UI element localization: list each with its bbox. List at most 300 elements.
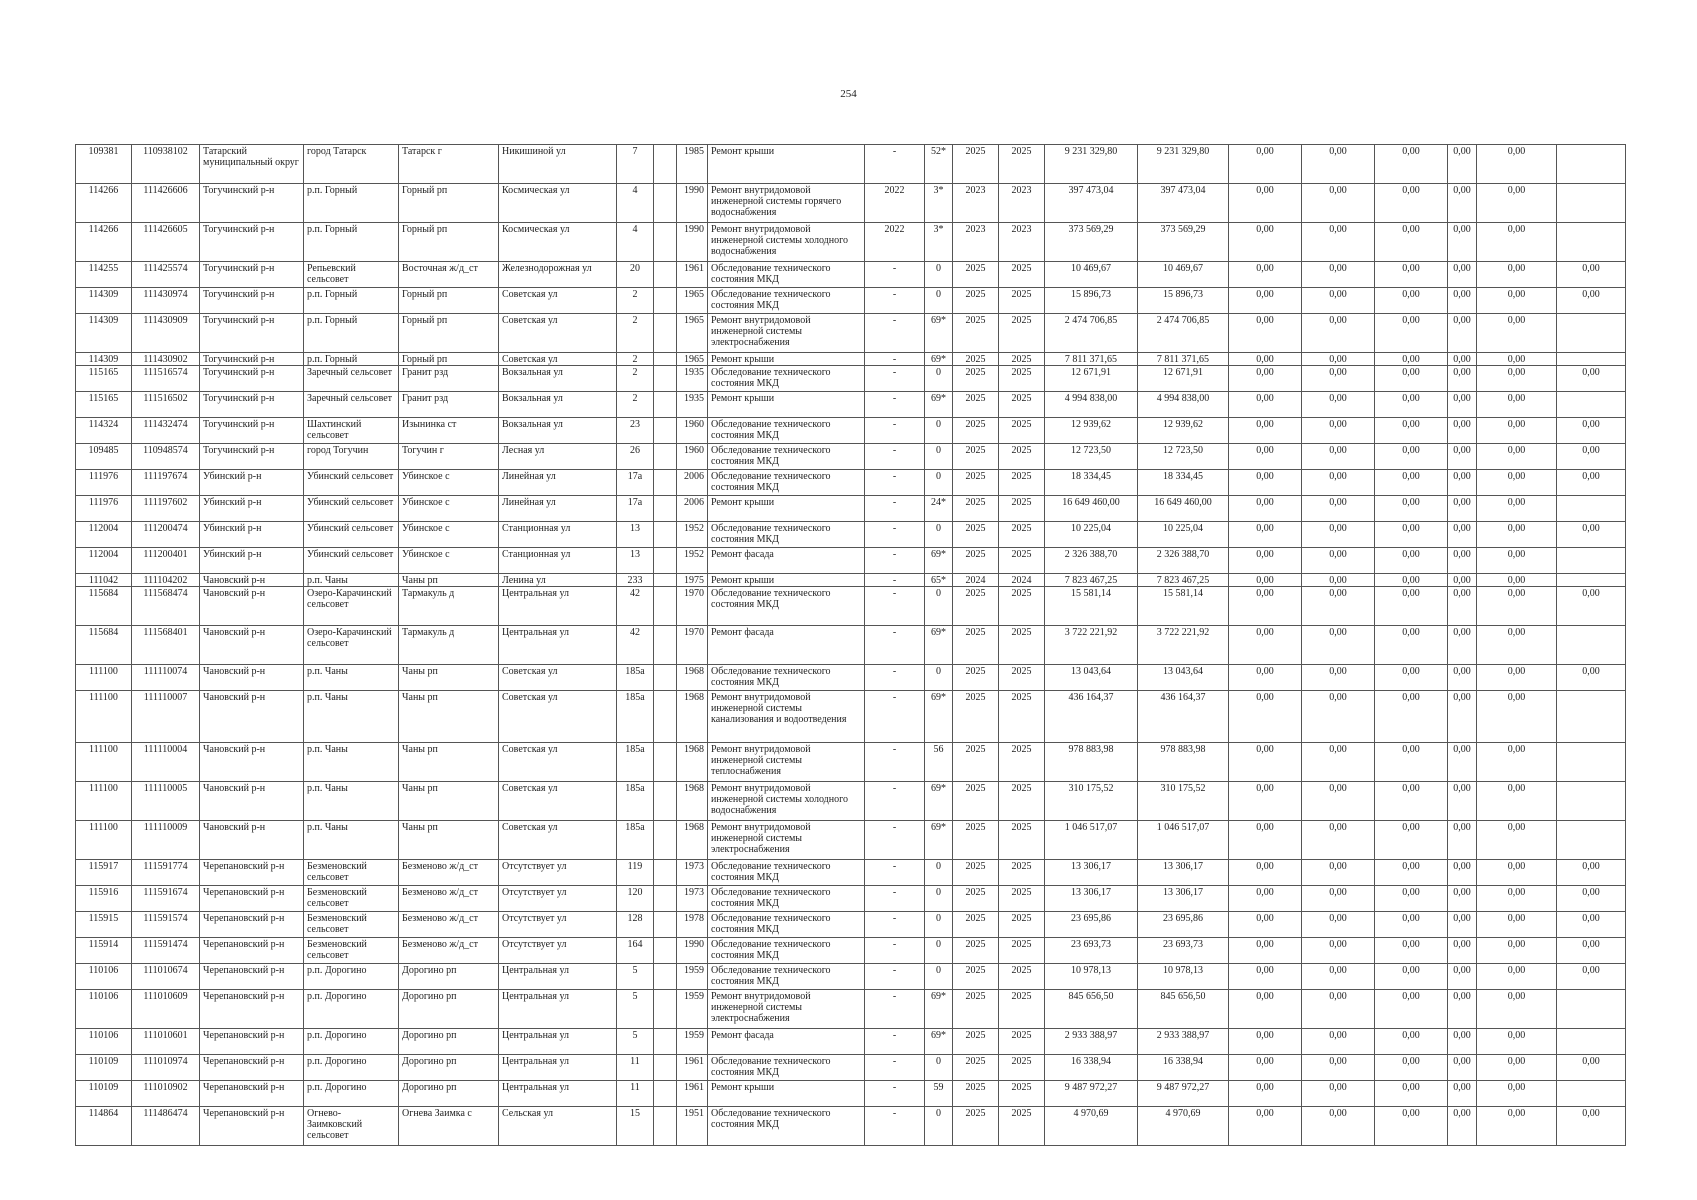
year-end-cell: 2025 <box>999 626 1045 665</box>
house-id-cell: 111042 <box>76 574 132 587</box>
cost-c1-cell: 0,00 <box>1229 184 1302 223</box>
locality-cell: Дорогино рп <box>399 1029 499 1055</box>
cost-fund-cell: 18 334,45 <box>1138 470 1229 496</box>
work-type-cell: Обследование технического состояния МКД <box>708 860 865 886</box>
settlement-cell: р.п. Чаны <box>304 743 399 782</box>
building-cell <box>654 665 677 691</box>
locality-cell: Дорогино рп <box>399 990 499 1029</box>
year-built-cell: 2006 <box>677 470 708 496</box>
settlement-cell: Огнево-Заимковский сельсовет <box>304 1107 399 1146</box>
cost-c3-cell: 0,00 <box>1375 548 1448 574</box>
table-row <box>76 145 1626 184</box>
house-number-cell: 20 <box>617 262 654 288</box>
cost-c6-cell <box>1557 353 1626 366</box>
cost-c6-cell <box>1557 782 1626 821</box>
table-row <box>76 314 1626 353</box>
cost-c5-cell: 0,00 <box>1477 1081 1557 1107</box>
cost-c3-cell: 0,00 <box>1375 1055 1448 1081</box>
work-type-cell: Ремонт крыши <box>708 353 865 366</box>
house-number-cell: 42 <box>617 587 654 626</box>
wear-cell: 0 <box>925 665 953 691</box>
cost-c2-cell: 0,00 <box>1302 223 1375 262</box>
settlement-cell: р.п. Дорогино <box>304 1055 399 1081</box>
table-row <box>76 470 1626 496</box>
work-type-cell: Ремонт внутридомовой инженерной системы горячего водоснабжения <box>708 184 865 223</box>
object-id-cell: 111591674 <box>132 886 200 912</box>
cost-fund-cell: 12 671,91 <box>1138 366 1229 392</box>
wear-cell: 69* <box>925 990 953 1029</box>
house-number-cell: 13 <box>617 522 654 548</box>
wear-cell: 69* <box>925 548 953 574</box>
year-prev-cell: - <box>865 821 925 860</box>
cost-c2-cell: 0,00 <box>1302 782 1375 821</box>
cost-c1-cell: 0,00 <box>1229 990 1302 1029</box>
year-start-cell: 2023 <box>953 184 999 223</box>
municipality-cell: Чановский р-н <box>200 691 304 743</box>
wear-cell: 0 <box>925 522 953 548</box>
house-id-cell: 110106 <box>76 990 132 1029</box>
year-prev-cell: - <box>865 353 925 366</box>
cost-c1-cell: 0,00 <box>1229 262 1302 288</box>
year-prev-cell: - <box>865 938 925 964</box>
cost-c6-cell <box>1557 314 1626 353</box>
year-prev-cell: - <box>865 574 925 587</box>
year-built-cell: 1975 <box>677 574 708 587</box>
house-id-cell: 109381 <box>76 145 132 184</box>
house-id-cell: 114266 <box>76 223 132 262</box>
house-id-cell: 115917 <box>76 860 132 886</box>
cost-c5-cell: 0,00 <box>1477 990 1557 1029</box>
cost-fund-cell: 4 994 838,00 <box>1138 392 1229 418</box>
year-start-cell: 2025 <box>953 392 999 418</box>
year-start-cell: 2025 <box>953 288 999 314</box>
cost-total-cell: 23 693,73 <box>1045 938 1138 964</box>
house-id-cell: 111100 <box>76 691 132 743</box>
year-start-cell: 2025 <box>953 743 999 782</box>
cost-total-cell: 436 164,37 <box>1045 691 1138 743</box>
house-id-cell: 114309 <box>76 288 132 314</box>
object-id-cell: 111110007 <box>132 691 200 743</box>
locality-cell: Гранит рзд <box>399 366 499 392</box>
street-cell: Советская ул <box>499 821 617 860</box>
cost-c2-cell: 0,00 <box>1302 665 1375 691</box>
municipality-cell: Чановский р-н <box>200 665 304 691</box>
building-cell <box>654 1081 677 1107</box>
house-number-cell: 164 <box>617 938 654 964</box>
settlement-cell: Убинский сельсовет <box>304 470 399 496</box>
cost-fund-cell: 13 306,17 <box>1138 886 1229 912</box>
cost-c6-cell: 0,00 <box>1557 912 1626 938</box>
table-row <box>76 1081 1626 1107</box>
locality-cell: Убинское с <box>399 470 499 496</box>
object-id-cell: 111516574 <box>132 366 200 392</box>
object-id-cell: 110948574 <box>132 444 200 470</box>
cost-c6-cell <box>1557 145 1626 184</box>
settlement-cell: р.п. Дорогино <box>304 1081 399 1107</box>
year-built-cell: 1961 <box>677 1081 708 1107</box>
cost-c1-cell: 0,00 <box>1229 1107 1302 1146</box>
cost-c2-cell: 0,00 <box>1302 1055 1375 1081</box>
wear-cell: 0 <box>925 860 953 886</box>
year-built-cell: 1960 <box>677 418 708 444</box>
object-id-cell: 111010902 <box>132 1081 200 1107</box>
cost-c6-cell <box>1557 223 1626 262</box>
house-number-cell: 2 <box>617 288 654 314</box>
cost-fund-cell: 310 175,52 <box>1138 782 1229 821</box>
year-prev-cell: - <box>865 587 925 626</box>
building-cell <box>654 782 677 821</box>
cost-c6-cell: 0,00 <box>1557 665 1626 691</box>
cost-c3-cell: 0,00 <box>1375 990 1448 1029</box>
locality-cell: Чаны рп <box>399 691 499 743</box>
year-built-cell: 1959 <box>677 964 708 990</box>
year-prev-cell: - <box>865 522 925 548</box>
settlement-cell: р.п. Чаны <box>304 782 399 821</box>
object-id-cell: 111110004 <box>132 743 200 782</box>
house-id-cell: 111100 <box>76 665 132 691</box>
cost-total-cell: 845 656,50 <box>1045 990 1138 1029</box>
settlement-cell: р.п. Чаны <box>304 665 399 691</box>
cost-fund-cell: 1 046 517,07 <box>1138 821 1229 860</box>
building-cell <box>654 145 677 184</box>
year-start-cell: 2025 <box>953 1055 999 1081</box>
house-id-cell: 111100 <box>76 743 132 782</box>
house-id-cell: 111100 <box>76 821 132 860</box>
cost-c4-cell: 0,00 <box>1448 860 1477 886</box>
cost-total-cell: 9 487 972,27 <box>1045 1081 1138 1107</box>
year-end-cell: 2025 <box>999 821 1045 860</box>
year-built-cell: 1990 <box>677 223 708 262</box>
building-cell <box>654 288 677 314</box>
house-number-cell: 11 <box>617 1081 654 1107</box>
year-end-cell: 2025 <box>999 665 1045 691</box>
municipality-cell: Чановский р-н <box>200 574 304 587</box>
object-id-cell: 111197602 <box>132 496 200 522</box>
building-cell <box>654 691 677 743</box>
locality-cell: Огнева Заимка с <box>399 1107 499 1146</box>
cost-fund-cell: 436 164,37 <box>1138 691 1229 743</box>
cost-c5-cell: 0,00 <box>1477 743 1557 782</box>
work-type-cell: Обследование технического состояния МКД <box>708 665 865 691</box>
year-end-cell: 2025 <box>999 743 1045 782</box>
house-number-cell: 185а <box>617 743 654 782</box>
cost-fund-cell: 845 656,50 <box>1138 990 1229 1029</box>
work-type-cell: Ремонт фасада <box>708 626 865 665</box>
cost-c5-cell: 0,00 <box>1477 886 1557 912</box>
cost-c4-cell: 0,00 <box>1448 353 1477 366</box>
cost-c6-cell <box>1557 1029 1626 1055</box>
work-type-cell: Обследование технического состояния МКД <box>708 470 865 496</box>
street-cell: Центральная ул <box>499 1081 617 1107</box>
year-start-cell: 2025 <box>953 496 999 522</box>
building-cell <box>654 964 677 990</box>
object-id-cell: 111200401 <box>132 548 200 574</box>
settlement-cell: Репьевский сельсовет <box>304 262 399 288</box>
table-row <box>76 522 1626 548</box>
cost-c6-cell <box>1557 626 1626 665</box>
settlement-cell: р.п. Дорогино <box>304 964 399 990</box>
street-cell: Советская ул <box>499 353 617 366</box>
building-cell <box>654 444 677 470</box>
year-prev-cell: - <box>865 665 925 691</box>
cost-c5-cell: 0,00 <box>1477 938 1557 964</box>
cost-fund-cell: 10 225,04 <box>1138 522 1229 548</box>
house-number-cell: 185а <box>617 782 654 821</box>
object-id-cell: 111486474 <box>132 1107 200 1146</box>
municipality-cell: Тогучинский р-н <box>200 444 304 470</box>
year-end-cell: 2025 <box>999 1029 1045 1055</box>
cost-total-cell: 978 883,98 <box>1045 743 1138 782</box>
cost-total-cell: 10 978,13 <box>1045 964 1138 990</box>
cost-fund-cell: 16 649 460,00 <box>1138 496 1229 522</box>
wear-cell: 0 <box>925 1107 953 1146</box>
house-id-cell: 114864 <box>76 1107 132 1146</box>
cost-c1-cell: 0,00 <box>1229 223 1302 262</box>
year-end-cell: 2025 <box>999 886 1045 912</box>
year-end-cell: 2025 <box>999 860 1045 886</box>
wear-cell: 0 <box>925 886 953 912</box>
object-id-cell: 111430974 <box>132 288 200 314</box>
work-type-cell: Обследование технического состояния МКД <box>708 938 865 964</box>
wear-cell: 69* <box>925 821 953 860</box>
cost-c4-cell: 0,00 <box>1448 743 1477 782</box>
building-cell <box>654 470 677 496</box>
cost-c2-cell: 0,00 <box>1302 145 1375 184</box>
street-cell: Советская ул <box>499 782 617 821</box>
cost-c5-cell: 0,00 <box>1477 1107 1557 1146</box>
object-id-cell: 111516502 <box>132 392 200 418</box>
object-id-cell: 111432474 <box>132 418 200 444</box>
cost-fund-cell: 7 811 371,65 <box>1138 353 1229 366</box>
building-cell <box>654 522 677 548</box>
cost-c4-cell: 0,00 <box>1448 262 1477 288</box>
cost-c6-cell: 0,00 <box>1557 1055 1626 1081</box>
cost-total-cell: 3 722 221,92 <box>1045 626 1138 665</box>
cost-c3-cell: 0,00 <box>1375 470 1448 496</box>
cost-fund-cell: 15 896,73 <box>1138 288 1229 314</box>
work-type-cell: Ремонт внутридомовой инженерной системы холодного водоснабжения <box>708 223 865 262</box>
cost-c3-cell: 0,00 <box>1375 665 1448 691</box>
locality-cell: Дорогино рп <box>399 964 499 990</box>
year-built-cell: 1961 <box>677 262 708 288</box>
year-start-cell: 2025 <box>953 938 999 964</box>
year-built-cell: 1935 <box>677 366 708 392</box>
cost-c1-cell: 0,00 <box>1229 886 1302 912</box>
municipality-cell: Тогучинский р-н <box>200 353 304 366</box>
cost-c5-cell: 0,00 <box>1477 548 1557 574</box>
street-cell: Советская ул <box>499 665 617 691</box>
cost-total-cell: 9 231 329,80 <box>1045 145 1138 184</box>
house-number-cell: 2 <box>617 366 654 392</box>
cost-c3-cell: 0,00 <box>1375 262 1448 288</box>
building-cell <box>654 574 677 587</box>
table-row <box>76 886 1626 912</box>
year-end-cell: 2025 <box>999 1055 1045 1081</box>
year-start-cell: 2025 <box>953 1029 999 1055</box>
cost-c4-cell: 0,00 <box>1448 821 1477 860</box>
year-start-cell: 2025 <box>953 990 999 1029</box>
year-prev-cell: - <box>865 691 925 743</box>
year-prev-cell: - <box>865 288 925 314</box>
settlement-cell: Заречный сельсовет <box>304 366 399 392</box>
year-start-cell: 2025 <box>953 782 999 821</box>
house-id-cell: 111976 <box>76 496 132 522</box>
work-type-cell: Ремонт крыши <box>708 496 865 522</box>
year-start-cell: 2025 <box>953 145 999 184</box>
house-number-cell: 5 <box>617 1029 654 1055</box>
cost-c4-cell: 0,00 <box>1448 990 1477 1029</box>
wear-cell: 59 <box>925 1081 953 1107</box>
cost-total-cell: 15 896,73 <box>1045 288 1138 314</box>
cost-c6-cell: 0,00 <box>1557 288 1626 314</box>
building-cell <box>654 938 677 964</box>
locality-cell: Чаны рп <box>399 574 499 587</box>
cost-fund-cell: 9 487 972,27 <box>1138 1081 1229 1107</box>
year-prev-cell: - <box>865 548 925 574</box>
work-type-cell: Обследование технического состояния МКД <box>708 1055 865 1081</box>
cost-c3-cell: 0,00 <box>1375 353 1448 366</box>
cost-c3-cell: 0,00 <box>1375 496 1448 522</box>
street-cell: Станционная ул <box>499 548 617 574</box>
year-prev-cell: - <box>865 496 925 522</box>
wear-cell: 0 <box>925 418 953 444</box>
house-id-cell: 111976 <box>76 470 132 496</box>
cost-c6-cell <box>1557 574 1626 587</box>
object-id-cell: 111010674 <box>132 964 200 990</box>
cost-total-cell: 2 474 706,85 <box>1045 314 1138 353</box>
year-end-cell: 2025 <box>999 1107 1045 1146</box>
cost-c2-cell: 0,00 <box>1302 522 1375 548</box>
cost-c1-cell: 0,00 <box>1229 418 1302 444</box>
house-number-cell: 42 <box>617 626 654 665</box>
table-row <box>76 418 1626 444</box>
year-prev-cell: - <box>865 1107 925 1146</box>
cost-c3-cell: 0,00 <box>1375 938 1448 964</box>
house-number-cell: 17а <box>617 496 654 522</box>
cost-total-cell: 16 338,94 <box>1045 1055 1138 1081</box>
cost-c4-cell: 0,00 <box>1448 782 1477 821</box>
cost-c4-cell: 0,00 <box>1448 418 1477 444</box>
year-built-cell: 1961 <box>677 1055 708 1081</box>
building-cell <box>654 366 677 392</box>
locality-cell: Безменово ж/д_ст <box>399 886 499 912</box>
street-cell: Отсутствует ул <box>499 860 617 886</box>
street-cell: Советская ул <box>499 314 617 353</box>
municipality-cell: Татарский муниципальный округ <box>200 145 304 184</box>
cost-c5-cell: 0,00 <box>1477 782 1557 821</box>
year-end-cell: 2025 <box>999 145 1045 184</box>
cost-c1-cell: 0,00 <box>1229 938 1302 964</box>
work-type-cell: Обследование технического состояния МКД <box>708 912 865 938</box>
cost-total-cell: 23 695,86 <box>1045 912 1138 938</box>
house-id-cell: 112004 <box>76 548 132 574</box>
cost-fund-cell: 978 883,98 <box>1138 743 1229 782</box>
cost-c1-cell: 0,00 <box>1229 743 1302 782</box>
municipality-cell: Убинский р-н <box>200 496 304 522</box>
building-cell <box>654 860 677 886</box>
cost-fund-cell: 12 939,62 <box>1138 418 1229 444</box>
cost-c6-cell <box>1557 743 1626 782</box>
cost-fund-cell: 10 469,67 <box>1138 262 1229 288</box>
cost-fund-cell: 7 823 467,25 <box>1138 574 1229 587</box>
cost-fund-cell: 4 970,69 <box>1138 1107 1229 1146</box>
year-built-cell: 1965 <box>677 353 708 366</box>
cost-c1-cell: 0,00 <box>1229 1029 1302 1055</box>
cost-c2-cell: 0,00 <box>1302 1107 1375 1146</box>
cost-c6-cell: 0,00 <box>1557 860 1626 886</box>
wear-cell: 52* <box>925 145 953 184</box>
settlement-cell: р.п. Чаны <box>304 574 399 587</box>
year-built-cell: 1952 <box>677 548 708 574</box>
house-number-cell: 128 <box>617 912 654 938</box>
year-end-cell: 2025 <box>999 288 1045 314</box>
municipality-cell: Черепановский р-н <box>200 860 304 886</box>
page-number: 254 <box>840 88 857 100</box>
year-end-cell: 2025 <box>999 990 1045 1029</box>
municipality-cell: Черепановский р-н <box>200 964 304 990</box>
house-number-cell: 4 <box>617 223 654 262</box>
object-id-cell: 111200474 <box>132 522 200 548</box>
table-row <box>76 691 1626 743</box>
cost-total-cell: 7 823 467,25 <box>1045 574 1138 587</box>
cost-c6-cell <box>1557 691 1626 743</box>
cost-c1-cell: 0,00 <box>1229 548 1302 574</box>
settlement-cell: Безменовский сельсовет <box>304 860 399 886</box>
year-prev-cell: - <box>865 626 925 665</box>
year-start-cell: 2023 <box>953 223 999 262</box>
cost-c6-cell: 0,00 <box>1557 418 1626 444</box>
cost-c1-cell: 0,00 <box>1229 444 1302 470</box>
table-row <box>76 392 1626 418</box>
house-id-cell: 115684 <box>76 626 132 665</box>
year-built-cell: 1973 <box>677 860 708 886</box>
cost-fund-cell: 13 306,17 <box>1138 860 1229 886</box>
cost-c2-cell: 0,00 <box>1302 418 1375 444</box>
cost-total-cell: 16 649 460,00 <box>1045 496 1138 522</box>
cost-c1-cell: 0,00 <box>1229 665 1302 691</box>
locality-cell: Горный рп <box>399 288 499 314</box>
settlement-cell: город Татарск <box>304 145 399 184</box>
year-built-cell: 1990 <box>677 938 708 964</box>
table-row <box>76 743 1626 782</box>
work-type-cell: Ремонт крыши <box>708 574 865 587</box>
settlement-cell: Безменовский сельсовет <box>304 938 399 964</box>
municipality-cell: Черепановский р-н <box>200 886 304 912</box>
work-type-cell: Обследование технического состояния МКД <box>708 522 865 548</box>
work-type-cell: Обследование технического состояния МКД <box>708 964 865 990</box>
cost-fund-cell: 2 326 388,70 <box>1138 548 1229 574</box>
house-number-cell: 5 <box>617 964 654 990</box>
cost-c4-cell: 0,00 <box>1448 145 1477 184</box>
house-id-cell: 115684 <box>76 587 132 626</box>
year-built-cell: 1965 <box>677 288 708 314</box>
object-id-cell: 111110074 <box>132 665 200 691</box>
cost-c6-cell: 0,00 <box>1557 587 1626 626</box>
table-row <box>76 548 1626 574</box>
cost-total-cell: 10 225,04 <box>1045 522 1138 548</box>
cost-c4-cell: 0,00 <box>1448 184 1477 223</box>
table-row <box>76 444 1626 470</box>
cost-c4-cell: 0,00 <box>1448 470 1477 496</box>
cost-c3-cell: 0,00 <box>1375 1081 1448 1107</box>
cost-c2-cell: 0,00 <box>1302 587 1375 626</box>
wear-cell: 65* <box>925 574 953 587</box>
street-cell: Космическая ул <box>499 184 617 223</box>
building-cell <box>654 990 677 1029</box>
locality-cell: Дорогино рп <box>399 1055 499 1081</box>
year-prev-cell: - <box>865 1055 925 1081</box>
cost-c1-cell: 0,00 <box>1229 691 1302 743</box>
